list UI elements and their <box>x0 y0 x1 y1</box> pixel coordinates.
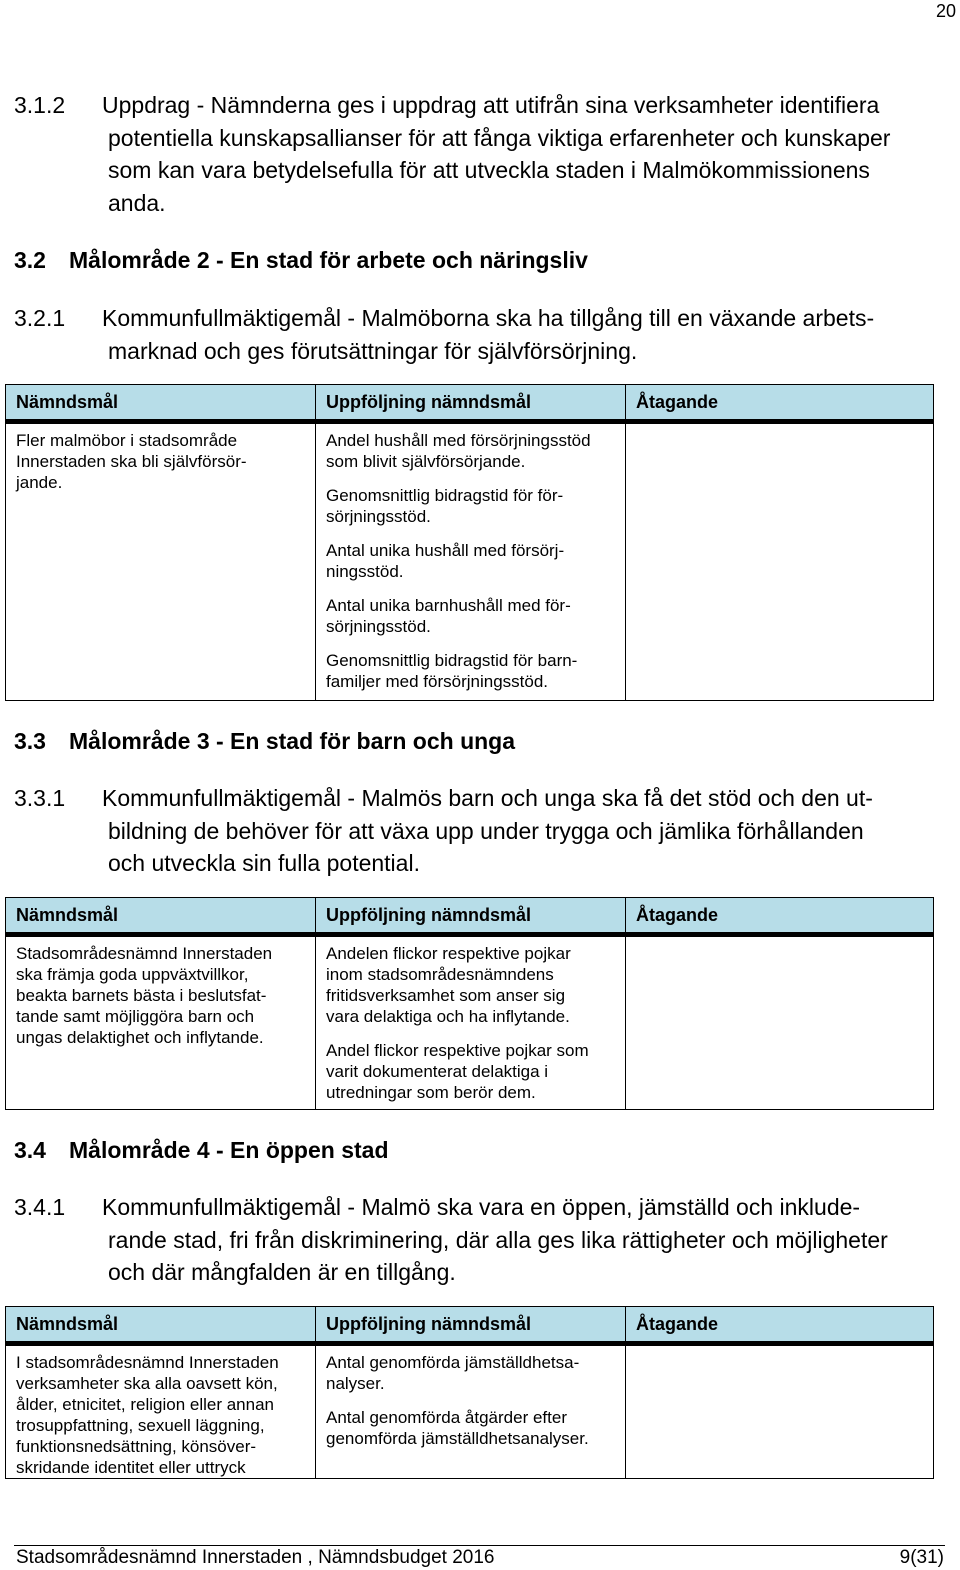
text-line: Antal genomförda jämställdhetsa- <box>326 1353 580 1372</box>
followup-item <box>326 1407 615 1449</box>
text-line: bildning de behöver för att växa upp under trygga och jämlika förhållanden <box>108 817 864 844</box>
followup-item <box>326 430 615 472</box>
commitment-cell <box>625 935 934 1110</box>
text-line: varit dokumenterat delaktiga i <box>326 1062 549 1081</box>
goals-table-2 <box>5 897 934 1110</box>
header-uppfoljning: Uppföljning nämndsmål <box>315 384 625 422</box>
section-number: 3.2 <box>14 247 46 273</box>
text-line: Andel flickor respektive pojkar som <box>326 1041 589 1060</box>
header-atagande: Åtagande <box>625 897 934 935</box>
page-number: 20 <box>935 1 956 21</box>
paragraph-text <box>102 782 944 880</box>
text-line: inom stadsområdesnämndens <box>326 965 554 984</box>
text-line: Andelen flickor respektive pojkar <box>326 944 571 963</box>
section-title: Målområde 2 - En stad för arbete och näringsliv <box>69 247 588 273</box>
section-title: Målområde 3 - En stad för barn och unga <box>69 728 516 754</box>
paragraph-number: 3.3.1 <box>14 785 66 811</box>
followup-cell <box>315 935 625 1110</box>
text-line: jande. <box>16 473 63 492</box>
header-atagande: Åtagande <box>625 384 934 422</box>
header-namndsmal: Nämndsmål <box>5 384 315 422</box>
section-number: 3.3 <box>14 728 46 754</box>
text-line: marknad och ges förutsättningar för självförsörjning. <box>108 337 638 364</box>
footer-page-count: 9(31) <box>899 1547 944 1568</box>
footer-title: Stadsområdesnämnd Innerstaden , Nämndsbudget 2016 <box>16 1547 495 1568</box>
text-line: nalyser. <box>326 1374 385 1393</box>
header-atagande: Åtagande <box>625 1306 934 1344</box>
header-uppfoljning: Uppföljning nämndsmål <box>315 1306 625 1344</box>
text-line: genomförda jämställdhetsanalyser. <box>326 1429 589 1448</box>
followup-item <box>326 1352 615 1394</box>
text-line: Stadsområdesnämnd Innerstaden <box>16 944 273 963</box>
section-number: 3.4 <box>14 1137 46 1163</box>
commitment-cell <box>625 1344 934 1479</box>
text-line: Antal unika hushåll med försörj- <box>326 541 565 560</box>
text-line: Fler malmöbor i stadsområde <box>16 431 238 450</box>
text-line: Kommunfullmäktigemål - Malmö ska vara en öppen, jämställd och inklude- <box>102 1194 861 1220</box>
paragraph-number: 3.2.1 <box>14 305 66 331</box>
text-line: beakta barnets bästa i beslutsfat- <box>16 986 267 1005</box>
text-line: Uppdrag - Nämnderna ges i uppdrag att utifrån sina verksamheter identifiera <box>102 92 880 118</box>
text-line: tande samt möjliggöra barn och <box>16 1007 255 1026</box>
paragraph-number: 3.4.1 <box>14 1194 66 1220</box>
text-line: Antal unika barnhushåll med för- <box>326 596 571 615</box>
followup-item <box>326 943 615 1027</box>
text-line: anda. <box>108 189 166 216</box>
text-line: Antal genomförda åtgärder efter <box>326 1408 567 1427</box>
text-line: Kommunfullmäktigemål - Malmöborna ska ha tillgång till en växande arbets- <box>102 305 875 331</box>
text-line: som kan vara betydelsefulla för att utveckla staden i Malmökommissionens <box>108 157 870 183</box>
header-namndsmal: Nämndsmål <box>5 897 315 935</box>
text-line: verksamheter ska alla oavsett kön, <box>16 1374 278 1393</box>
section-title: Målområde 4 - En öppen stad <box>69 1137 389 1163</box>
goal-cell <box>5 1344 315 1479</box>
followup-item <box>326 540 615 582</box>
followup-item <box>326 650 615 692</box>
followup-cell <box>315 422 625 701</box>
text-line: Genomsnittlig bidragstid för för- <box>326 486 564 505</box>
followup-item <box>326 485 615 527</box>
section-heading-3-3 <box>14 725 515 757</box>
goals-table-3 <box>5 1306 934 1479</box>
text-line: Kommunfullmäktigemål - Malmös barn och unga ska få det stöd och den ut- <box>102 785 873 811</box>
text-line: trosuppfattning, sexuell läggning, <box>16 1416 265 1435</box>
text-line: ska främja goda uppväxtvillkor, <box>16 965 249 984</box>
text-line: ålder, etnicitet, religion eller annan <box>16 1395 274 1414</box>
text-line: Genomsnittlig bidragstid för barn- <box>326 651 578 670</box>
header-uppfoljning: Uppföljning nämndsmål <box>315 897 625 935</box>
footer-divider <box>14 1545 945 1546</box>
text-line: Andel hushåll med försörjningsstöd <box>326 431 591 450</box>
paragraph-text <box>102 302 944 367</box>
followup-cell <box>315 1344 625 1479</box>
goal-cell <box>5 935 315 1110</box>
followup-item <box>326 1040 615 1103</box>
text-line: vara delaktiga och ha inflytande. <box>326 1007 570 1026</box>
text-line: funktionsnedsättning, könsöver- <box>16 1437 257 1456</box>
text-line: sörjningsstöd. <box>326 507 431 526</box>
text-line: I stadsområdesnämnd Innerstaden <box>16 1353 279 1372</box>
section-heading-3-2 <box>14 244 588 276</box>
commitment-cell <box>625 422 934 701</box>
paragraph-text <box>102 89 944 219</box>
text-line: ungas delaktighet och inflytande. <box>16 1028 264 1047</box>
text-line: och utveckla sin fulla potential. <box>108 850 420 876</box>
goal-cell <box>5 422 315 701</box>
text-line: familjer med försörjningsstöd. <box>326 672 549 691</box>
text-line: ningsstöd. <box>326 562 404 581</box>
text-line: skridande identitet eller uttryck <box>16 1458 246 1477</box>
text-line: Innerstaden ska bli självförsör- <box>16 452 247 471</box>
text-line: och där mångfalden är en tillgång. <box>108 1259 456 1285</box>
followup-item <box>326 595 615 637</box>
header-namndsmal: Nämndsmål <box>5 1306 315 1344</box>
text-line: utredningar som berör dem. <box>326 1083 536 1102</box>
text-line: rande stad, fri från diskriminering, där alla ges lika rättigheter och möjligheter <box>108 1226 888 1253</box>
paragraph-number: 3.1.2 <box>14 92 66 118</box>
section-heading-3-4 <box>14 1134 389 1166</box>
goals-table-1 <box>5 384 934 701</box>
text-line: som blivit självförsörjande. <box>326 452 526 471</box>
text-line: fritidsverksamhet som anser sig <box>326 986 566 1005</box>
text-line: sörjningsstöd. <box>326 617 431 636</box>
paragraph-text <box>102 1191 944 1289</box>
text-line: potentiella kunskapsallianser för att fånga viktiga erfarenheter och kunskaper <box>108 124 891 151</box>
